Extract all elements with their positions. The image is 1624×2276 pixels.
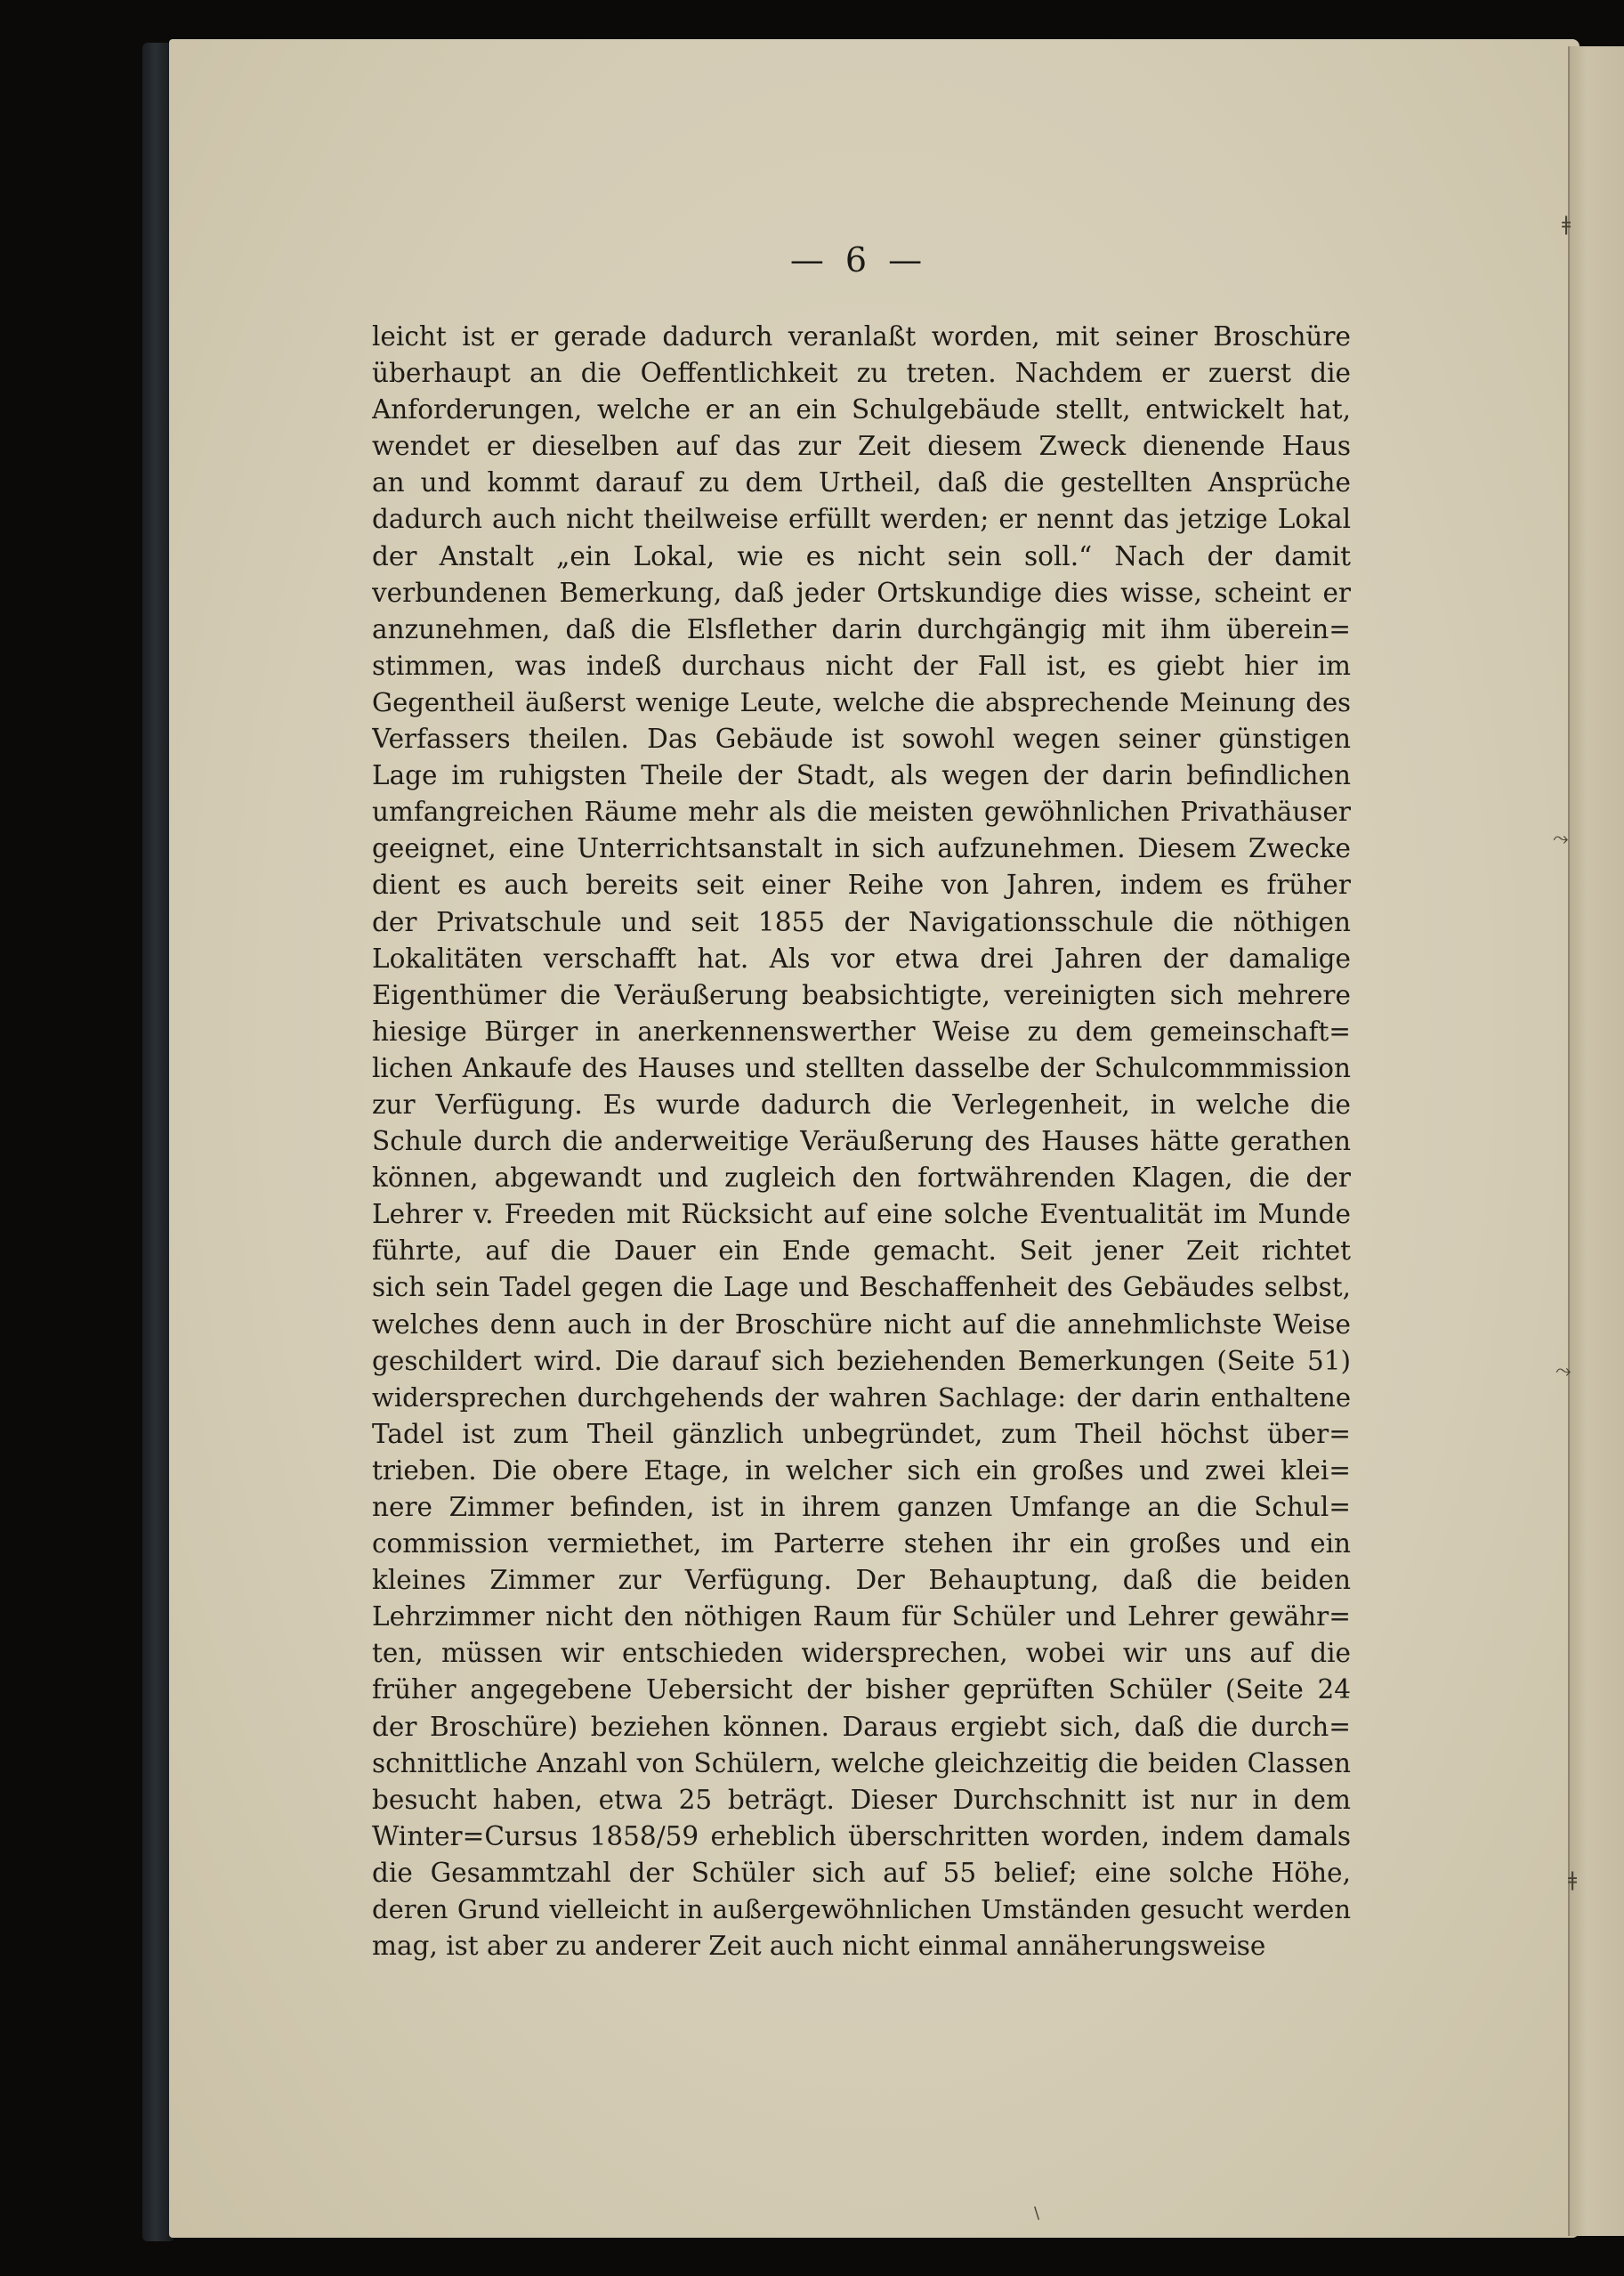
stitch-mark: ǂ [1568, 1869, 1578, 1891]
text-line: wendet er dieselben auf das zur Zeit diesem Zweck dienende Haus [372, 431, 1351, 462]
text-line: Gegentheil äußerst wenige Leute, welche die absprechende Meinung des [372, 686, 1351, 717]
text-line: besucht haben, etwa 25 beträgt. Dieser Durchschnitt ist nur in dem [372, 1784, 1351, 1815]
text-line: der Anstalt „ein Lokal, wie es nicht sein soll.“ Nach der damit [372, 540, 1351, 571]
text-line: kleines Zimmer zur Verfügung. Der Behauptung, daß die beiden [372, 1565, 1351, 1596]
text-line: leicht ist er gerade dadurch veranlaßt worden, mit seiner Broschüre [372, 321, 1351, 352]
text-line: Eigenthümer die Veräußerung beabsichtigte, vereinigten sich mehrere [372, 979, 1351, 1010]
stitch-mark: ⤳ [1555, 1360, 1571, 1382]
text-line: überhaupt an die Oeffentlichkeit zu treten. Nachdem er zuerst die [372, 358, 1351, 389]
text-line: der Privatschule und seit 1855 der Navigationsschule die nöthigen [372, 906, 1351, 937]
text-line: Lage im ruhigsten Theile der Stadt, als wegen der darin befindlichen [372, 760, 1351, 791]
text-line: dadurch auch nicht theilweise erfüllt werden; er nennt das jetzige Lokal [372, 504, 1351, 535]
text-line: trieben. Die obere Etage, in welcher sich ein großes und zwei klei= [372, 1454, 1351, 1486]
text-line: welches denn auch in der Broschüre nicht auf die annehmlichste Weise [372, 1308, 1351, 1340]
text-line: Winter=Cursus 1858/59 erheblich überschritten worden, indem damals [372, 1820, 1351, 1851]
text-line: Schule durch die anderweitige Veräußerung des Hauses hätte gerathen [372, 1126, 1351, 1157]
text-line: nere Zimmer befinden, ist in ihrem ganzen Umfange an die Schul= [372, 1492, 1351, 1522]
text-line: Anforderungen, welche er an ein Schulgebäude stellt, entwickelt hat, [372, 394, 1351, 425]
text-line: schnittliche Anzahl von Schülern, welche gleichzeitig die beiden Classen [372, 1747, 1351, 1778]
text-line: Lehrzimmer nicht den nöthigen Raum für Schüler und Lehrer gewähr= [372, 1601, 1351, 1632]
text-line: zur Verfügung. Es wurde dadurch die Verlegenheit, in welche die [372, 1089, 1351, 1120]
text-line: führte, auf die Dauer ein Ende gemacht. Seit jener Zeit richtet [372, 1235, 1351, 1267]
text-line: können, abgewandt und zugleich den fortwährenden Klagen, die der [372, 1162, 1351, 1194]
paper-speck: \ [1034, 2204, 1040, 2223]
text-line: anzunehmen, daß die Elsflether darin durchgängig mit ihm überein= [372, 613, 1351, 644]
next-page-edge [1568, 46, 1624, 2236]
text-line: mag, ist aber zu anderer Zeit auch nicht einmal annäherungsweise [372, 1931, 1266, 1962]
text-line: Verfassers theilen. Das Gebäude ist sowohl wegen seiner günstigen [372, 724, 1351, 755]
text-line: Lokalitäten verschafft hat. Als vor etwa drei Jahren der damalige [372, 943, 1351, 974]
text-line: commission vermiethet, im Parterre stehen ihr ein großes und ein [372, 1528, 1351, 1559]
text-line: widersprechen durchgehends der wahren Sachlage: der darin enthaltene [372, 1381, 1351, 1413]
text-line: hiesige Bürger in anerkennenswerther Weise zu dem gemeinschaft= [372, 1016, 1351, 1047]
text-line: früher angegebene Uebersicht der bisher geprüften Schüler (Seite 24 [372, 1674, 1351, 1705]
stitch-mark: ǂ [1562, 214, 1571, 236]
text-line: deren Grund vielleicht in außergewöhnlichen Umständen gesucht werden [372, 1894, 1351, 1925]
text-line: an und kommt darauf zu dem Urtheil, daß die gestellten Ansprüche [372, 467, 1351, 498]
stitch-mark: ⤳ [1553, 828, 1569, 850]
text-line: verbundenen Bemerkung, daß jeder Ortskundige dies wisse, scheint er [372, 577, 1351, 608]
text-line: Tadel ist zum Theil gänzlich unbegründet, zum Theil höchst über= [372, 1418, 1351, 1449]
text-line: dient es auch bereits seit einer Reihe von Jahren, indem es früher [372, 870, 1351, 901]
text-line: lichen Ankaufe des Hauses und stellten dasselbe der Schulcommmission [372, 1052, 1351, 1083]
text-line: geeignet, eine Unterrichtsanstalt in sich aufzunehmen. Diesem Zwecke [372, 833, 1351, 864]
text-line: geschildert wird. Die darauf sich beziehenden Bemerkungen (Seite 51) [372, 1345, 1351, 1376]
text-line: umfangreichen Räume mehr als die meisten gewöhnlichen Privathäuser [372, 797, 1351, 828]
text-line: die Gesammtzahl der Schüler sich auf 55 belief; eine solche Höhe, [372, 1857, 1351, 1888]
text-line: stimmen, was indeß durchaus nicht der Fall ist, es giebt hier im [372, 650, 1351, 681]
text-line: ten, müssen wir entschieden widersprechen, wobei wir uns auf die [372, 1638, 1351, 1669]
page-number: — 6 — [789, 240, 928, 279]
text-line: Lehrer v. Freeden mit Rücksicht auf eine solche Eventualität im Munde [372, 1199, 1351, 1230]
body-text [372, 319, 1351, 1964]
text-line: der Broschüre) beziehen können. Daraus ergiebt sich, daß die durch= [372, 1711, 1351, 1742]
text-line: sich sein Tadel gegen die Lage und Beschaffenheit des Gebäudes selbst, [372, 1272, 1351, 1303]
